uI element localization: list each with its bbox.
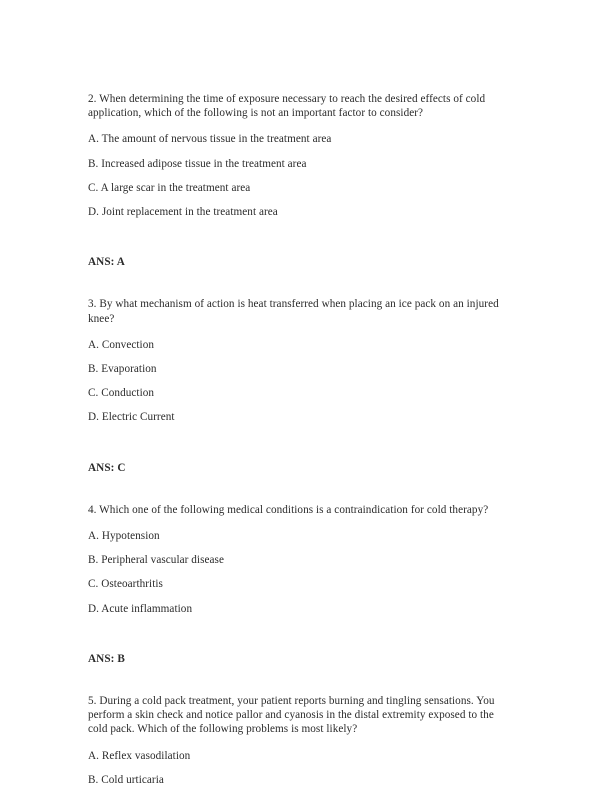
text-column [88,92,512,787]
option-b: B. Evaporation [88,363,157,376]
question-block-2 [88,92,512,297]
question-text: 2. When determining the time of exposure necessary to reach the desired effects of cold application, which of the following is not an important factor to consider? [88,93,486,120]
answer-text: ANS: C [88,461,126,474]
option-b: B. Cold urticaria [88,773,164,786]
answer-text: ANS: B [88,652,125,665]
spacer [88,626,512,652]
spacer [88,666,512,694]
option-c: C. Conduction [88,387,155,400]
option-a: A. Hypotension [88,530,160,543]
spacer [88,475,512,503]
option-a: A. Reflex vasodilation [88,749,191,762]
question-text: 5. During a cold pack treatment, your patient reports burning and tingling sensations. You perform a skin check and notice pallor and cyanosis in the distal extremity exposed to the cold pack. Which of the following problems is most likely? [88,695,495,736]
question-text: 3. By what mechanism of action is heat transferred when placing an ice pack on an injured knee? [88,298,499,325]
option-c: C. A large scar in the treatment area [88,181,251,194]
question-block-5 [88,694,512,787]
spacer [88,269,512,297]
option-b: B. Increased adipose tissue in the treatment area [88,157,307,170]
option-d: D. Joint replacement in the treatment area [88,206,278,219]
option-d: D. Electric Current [88,411,175,424]
question-block-4 [88,503,512,694]
option-d: D. Acute inflammation [88,602,193,615]
question-text: 4. Which one of the following medical conditions is a contraindication for cold therapy? [88,503,489,516]
option-a: A. Convection [88,338,155,351]
question-block-3 [88,297,512,502]
answer-text: ANS: A [88,256,125,269]
option-b: B. Peripheral vascular disease [88,554,225,567]
spacer [88,229,512,255]
spacer [88,435,512,461]
option-a: A. The amount of nervous tissue in the treatment area [88,133,332,146]
option-c: C. Osteoarthritis [88,578,163,591]
